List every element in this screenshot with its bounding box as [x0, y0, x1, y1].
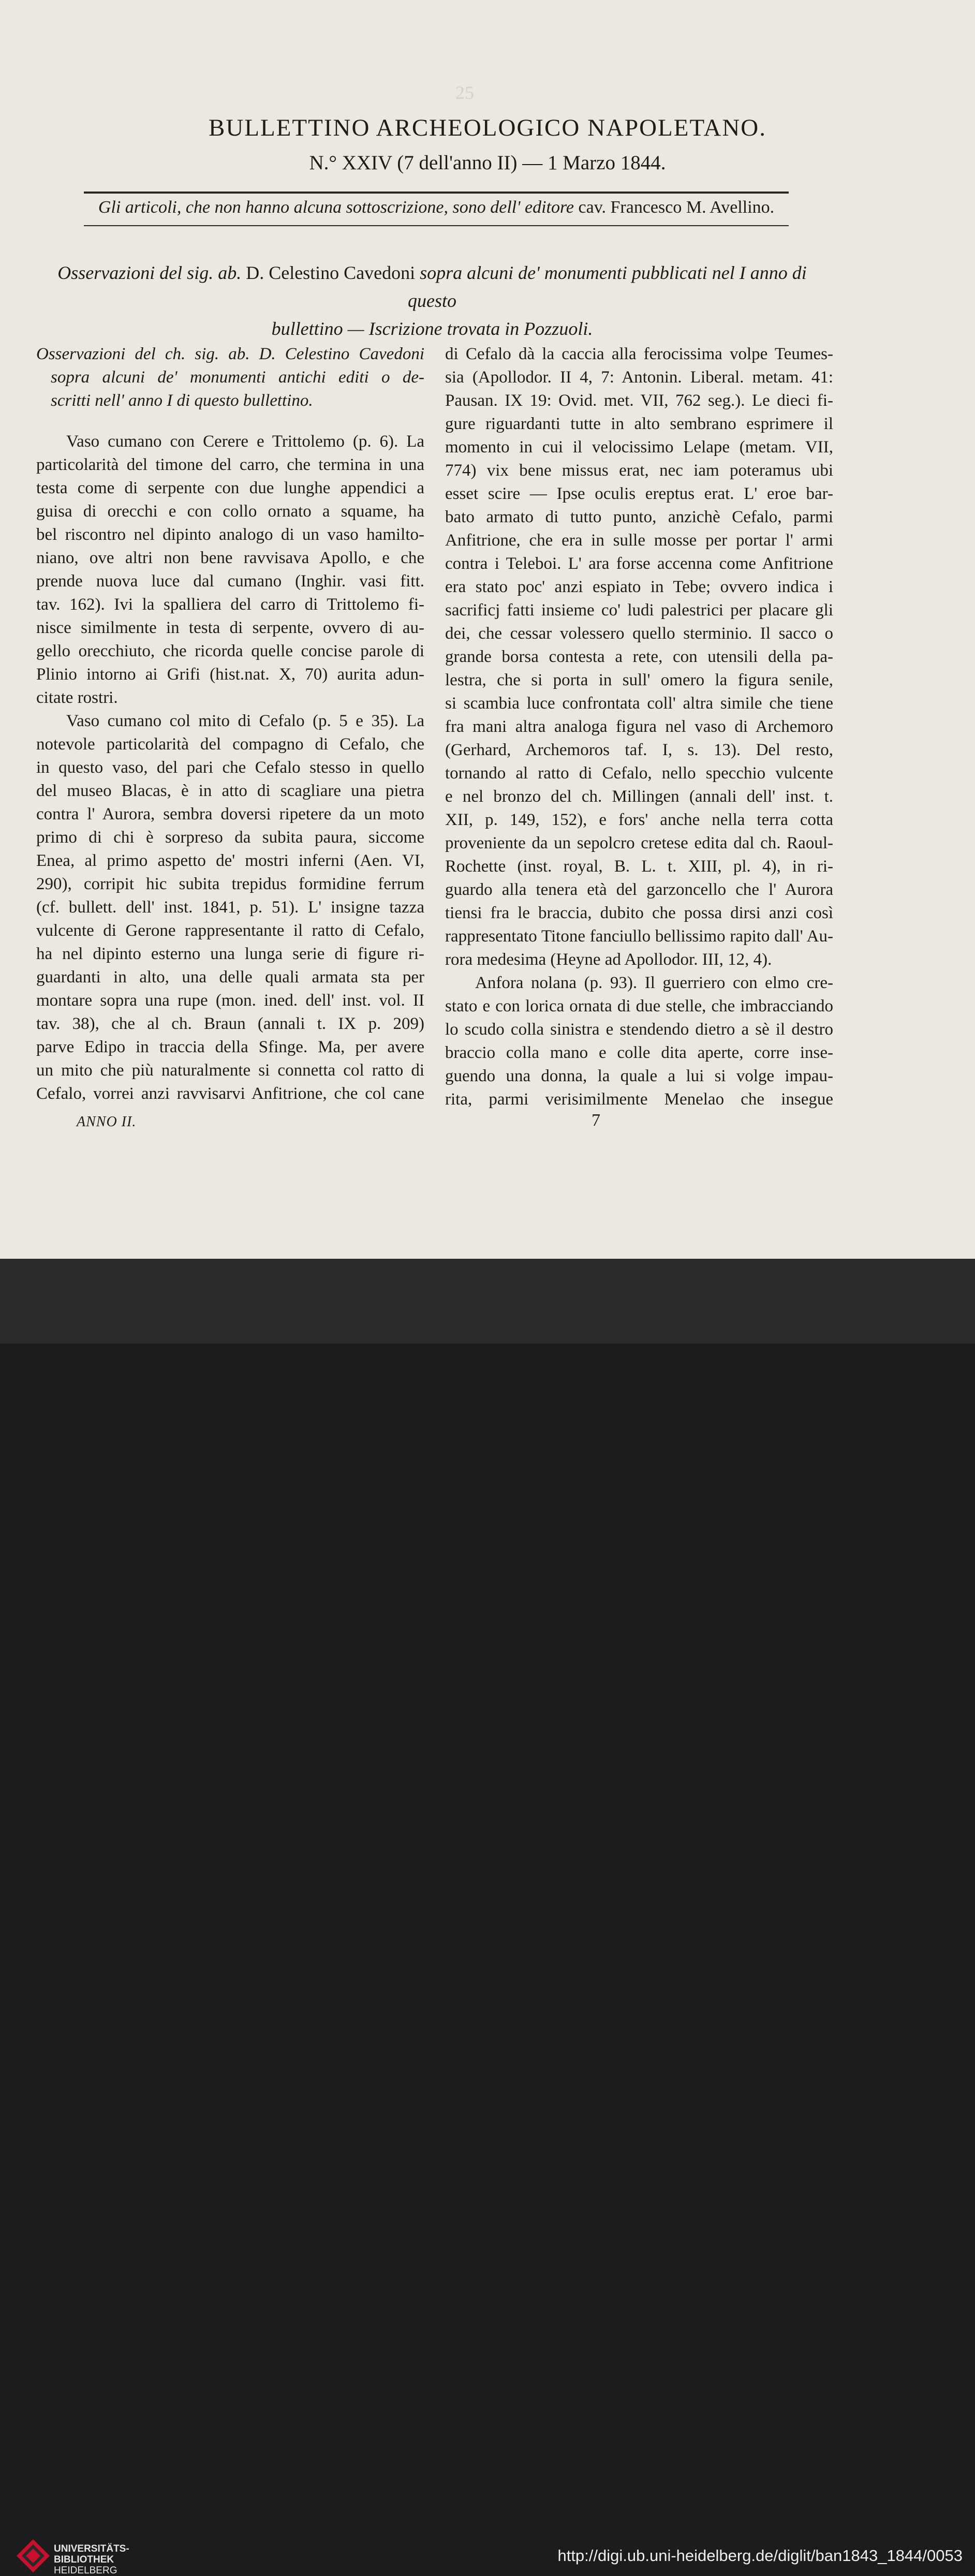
article-title-part1: Osservazioni del sig. ab.: [57, 262, 242, 283]
journal-title: BULLETTINO ARCHEOLOGICO NAPOLETANO.: [209, 114, 766, 141]
left-column-text-line: niano, ove altri non bene ravvisava Apollo, e che: [36, 549, 424, 567]
right-column-text-line: tiensi fra le braccia, dubito che possa dirsi anzi così: [445, 904, 833, 922]
right-column-text-line: si scambia luce confrontata coll' altra simile che tiene: [445, 694, 833, 713]
left-column-text-line: gello orecchiuto, che ricorda quelle concise parole di: [36, 642, 424, 660]
left-column-text-line: particolarità del timone del carro, che termina in una: [36, 455, 424, 474]
left-column-text-line: contra l' Aurora, sembra doversi ripetere da un moto: [36, 805, 424, 823]
left-column-text-line: montare sopra una rupe (mon. ined. dell' inst. vol. II: [36, 991, 424, 1010]
footer-signature: 7: [592, 1111, 600, 1130]
left-column-text-line: scritti nell' anno I di questo bullettino.: [51, 391, 313, 410]
scanned-page: [0, 0, 975, 1259]
left-column-text-line: guisa di orecchi e con collo ornato a squame, ha: [36, 502, 424, 521]
article-title-part3: sopra alcuni de' monumenti pubblicati nel I anno di questo: [408, 262, 807, 311]
left-column-text-line: ha nel dipinto esterno una lunga serie di figure ri-: [36, 945, 424, 963]
left-column-text-line: bel riscontro nel dipinto analogo di un vaso hamilto-: [36, 525, 424, 544]
institution-line-3: HEIDELBERG: [54, 2565, 117, 2576]
editor-note-italic: Gli articoli, che non hanno alcuna sottoscrizione, sono dell' editore: [98, 198, 574, 217]
right-column-text-line: Rochette (inst. royal, B. L. t. XIII, pl. 4), in ri-: [445, 857, 833, 876]
footer-volume: ANNO II.: [77, 1114, 137, 1130]
right-column-text-line: sacrificj fatti insieme co' ludi palestrici per placare gli: [445, 601, 833, 620]
right-column-text-line: grande borsa contesta a rete, con utensili della pa-: [445, 647, 833, 666]
left-column-text-line: parve Edipo in traccia della Sfinge. Ma, per avere: [36, 1038, 424, 1056]
bottom-rule: [84, 225, 789, 226]
editor-note: [84, 198, 789, 217]
left-column-text-line: Vaso cumano con Cerere e Trittolemo (p. 6). La: [66, 432, 424, 451]
right-column-text-line: stato e con lorica ornata di due stelle, che imbracciando: [445, 997, 833, 1015]
left-column-text-line: tav. 38), che al ch. Braun (annali t. IX p. 209): [36, 1014, 424, 1033]
article-title: [36, 259, 828, 343]
right-column-text-line: rora medesima (Heyne ad Apollodor. III, 12, 4).: [445, 950, 772, 969]
left-column-text-line: citate rostri.: [36, 688, 118, 707]
left-column: [36, 343, 424, 1106]
left-column-text-line: 290), corripit hic subita trepidus formidine ferrum: [36, 875, 424, 893]
left-column-text-line: prende nuova luce dal cumano (Inghir. vasi fitt.: [36, 572, 424, 591]
left-column-text-line: (cf. bullett. dell' inst. 1841, p. 51). L' insigne tazza: [36, 898, 424, 917]
source-url-link[interactable]: http://digi.ub.uni-heidelberg.de/diglit/ban1843_1844/0053: [557, 2546, 963, 2565]
right-column-text-line: lo scudo colla sinistra e stendendo dietro a sè il destro: [445, 1020, 833, 1039]
right-column-text-line: braccio colla mano e colle dita aperte, corre inse-: [445, 1043, 833, 1062]
left-column-text-line: Cefalo, vorrei anzi ravvisarvi Anfitrione, che col cane: [36, 1084, 424, 1103]
institution-line-2: BIBLIOTHEK: [54, 2554, 114, 2565]
left-column-paragraph-gap: [36, 413, 424, 430]
right-column-text-line: era stato poc' anzi espiato in Tebe; ovvero indica i: [445, 578, 833, 596]
left-column-text-line: in questo vaso, del pari che Cefalo stesso in quello: [36, 758, 424, 777]
left-column-text-line: vulcente di Gerone rappresentante il ratto di Cefalo,: [36, 921, 424, 940]
left-column-text-line: notevole particolarità del compagno di Cefalo, che: [36, 735, 424, 754]
right-column-text-line: tornando al ratto di Cefalo, nello specchio vulcente: [445, 764, 833, 783]
right-column-text-line: gure riguardanti tutte in alto sembrano esprimere il: [445, 415, 833, 433]
right-column-text-line: rappresentato Titone fanciullo bellissimo rapito dall' Au-: [445, 927, 833, 946]
page-number: 25: [455, 82, 474, 103]
right-column-text-line: fra mani altra analoga figura nel vaso di Archemoro: [445, 717, 833, 736]
left-column-text-line: un mito che più naturalmente si connetta col ratto di: [36, 1061, 424, 1080]
right-column-text-line: Anfora nolana (p. 93). Il guerriero con elmo cre-: [475, 974, 833, 992]
right-column-text-line: guardo alla tenera età del garzoncello che l' Aurora: [445, 880, 833, 899]
university-library-logo-icon: [14, 2537, 52, 2574]
right-column: [445, 343, 833, 1111]
right-column-text-line: esset scire — Ipse oculis ereptus erat. L' eroe bar-: [445, 484, 833, 503]
right-column-text-line: rita, parmi verisimilmente Menelao che insegue: [445, 1090, 833, 1109]
top-rule: [84, 192, 789, 194]
right-column-text-line: momento in cui il velocissimo Lelape (metam. VII,: [445, 438, 833, 457]
right-column-text-line: 774) vix bene missus erat, nec iam poteramus ubi: [445, 461, 833, 480]
left-column-text-line: primo di chi è sorpreso da subita paura, siccome: [36, 828, 424, 847]
right-column-text-line: e nel bronzo del ch. Millingen (annali dell' inst. t.: [445, 787, 833, 806]
right-column-text-line: Anfitrione, che era in sulle mosse per portar l' armi: [445, 531, 833, 550]
institution-name: [54, 2543, 129, 2576]
left-column-text-line: sopra alcuni de' monumenti antichi editi o de-: [51, 368, 424, 387]
issue-line: N.° XXIV (7 dell'anno II) — 1 Marzo 1844.: [309, 152, 666, 174]
left-column-text-line: Enea, al primo aspetto de' mostri inferni (Aen. VI,: [36, 851, 424, 870]
right-column-text-line: lestra, che si porta in sull' omero la figura senile,: [445, 671, 833, 689]
article-title-part2: D. Celestino Cavedoni: [241, 262, 420, 283]
institution-line-1: UNIVERSITÄTS-: [54, 2543, 129, 2554]
right-column-text-line: sia (Apollodor. II 4, 7: Antonin. Liberal. metam. 41:: [445, 368, 833, 387]
right-column-text-line: (Gerhard, Archemoros taf. I, s. 13). Del resto,: [445, 741, 833, 759]
left-column-text-line: Plinio intorno ai Grifi (hist.nat. X, 70) aurita adun-: [36, 665, 424, 684]
left-column-text-line: del museo Blacas, è in atto di scagliare una pietra: [36, 782, 424, 800]
article-title-line2: bullettino — Iscrizione trovata in Pozzuoli.: [271, 318, 593, 339]
library-bar: [0, 1259, 975, 2576]
right-column-text-line: di Cefalo dà la caccia alla ferocissima volpe Teumes-: [445, 345, 833, 363]
right-column-text-line: bato armato di tutto punto, anzichè Cefalo, parmi: [445, 508, 833, 526]
editor-note-name: cav. Francesco M. Avellino.: [574, 198, 775, 217]
right-column-text-line: proveniente da un sepolcro cretese edita dal ch. Raoul-: [445, 834, 833, 852]
left-column-text-line: tav. 162). Ivi la spalliera del carro di Trittolemo fi-: [36, 595, 424, 614]
right-column-text-line: XII, p. 149, 152), e fors' anche nella terra cotta: [445, 811, 833, 829]
left-column-text-line: Osservazioni del ch. sig. ab. D. Celestino Cavedoni: [36, 345, 424, 363]
left-column-text-line: guardanti in alto, una delle quali armata sta per: [36, 968, 424, 987]
right-column-text-line: dei, che cessar volessero quello sterminio. Il sacco o: [445, 624, 833, 643]
right-column-text-line: guendo una donna, la quale a lui si volge impau-: [445, 1067, 833, 1085]
right-column-text-line: Pausan. IX 19: Ovid. met. VII, 762 seg.). Le dieci fi-: [445, 391, 833, 410]
left-column-text-line: testa come di serpente con due lunghe appendici a: [36, 479, 424, 497]
left-column-text-line: Vaso cumano col mito di Cefalo (p. 5 e 35). La: [66, 712, 424, 730]
right-column-text-line: contra i Teleboi. L' ara forse accenna come Anfitrione: [445, 554, 833, 573]
left-column-text-line: nisce similmente in testa di serpente, ovvero di au-: [36, 619, 424, 637]
